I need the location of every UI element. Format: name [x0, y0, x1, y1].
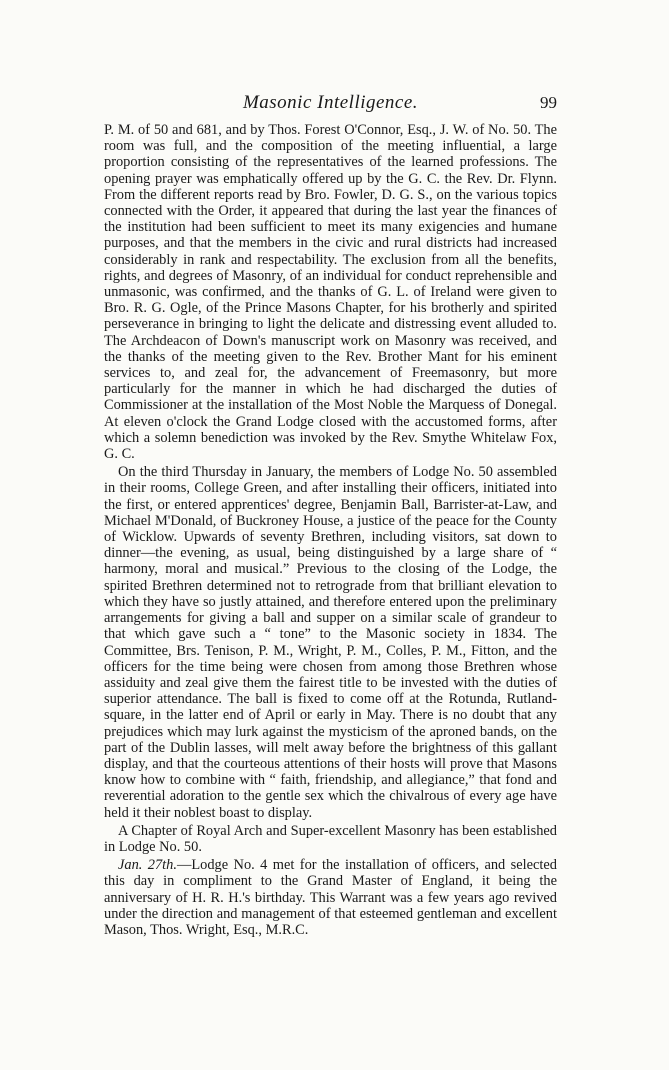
paragraph-lodge-4 [104, 857, 557, 938]
article-body [104, 122, 557, 938]
page-header [104, 92, 557, 122]
journal-page [104, 92, 557, 938]
paragraph-lodge-4-text: —Lodge No. 4 met for the installation of officers, and selected this day in compliment to the Grand Master of England, it being the anniversary of H. R. H.'s birthday. This Warrant was a few years ago revived under the direction and management of that esteemed gentleman and excellent Mason, Thos. Wright, Esq., M.R.C. [104, 857, 557, 938]
page-number: 99 [540, 93, 557, 112]
paragraph-lodge-50: On the third Thursday in January, the members of Lodge No. 50 assembled in their rooms, College Green, and after installing their officers, initiated into the first, or entered apprentices' degree, Benjamin Ball, Barrister-at-Law, and Michael M'Donald, of Buckroney House, a justice of the peace for the County of Wicklow. Upwards of seventy Brethren, including visitors, sat down to dinner—the evening, as usual, being distinguished by a large share of “ harmony, moral and musical.” Previous to the closing of the Lodge, the spirited Brethren determined not to retrograde from that brilliant elevation to which they have so justly attained, and therefore entered upon the preliminary arrangements for giving a ball and supper on a similar scale of grandeur to that which gave such a “ tone” to the Masonic society in 1834. The Committee, Brs. Tenison, P. M., Wright, P. M., Colles, P. M., Fitton, and the officers for the time being were chosen from among those Brethren whose assiduity and zeal give them the fairest title to be invested with the duties of superior attendance. The ball is fixed to come off at the Rotunda, Rutland-square, in the latter end of April or early in May. There is no doubt that any prejudices which may lurk against the mysticism of the aproned bands, on the part of the Dublin lasses, will melt away before the brightness of this gallant display, and that the courteous attentions of their hosts will prove that Masons know how to combine with “ faith, friendship, and allegiance,” that fond and reverential adoration to the gentle sex which the chivalrous of every age have held it their noblest boast to display. [104, 464, 557, 821]
running-title: Masonic Intelligence. [242, 92, 419, 113]
paragraph-grand-lodge: P. M. of 50 and 681, and by Thos. Forest O'Connor, Esq., J. W. of No. 50. The room was full, and the composition of the meeting influential, a large proportion consisting of the representatives of the learned professions. The opening prayer was emphatically offered up by the G. C. the Rev. Dr. Flynn. From the different reports read by Bro. Fowler, D. G. S., on the various topics connected with the Order, it appeared that during the last year the finances of the institution had been sufficient to meet its many exigencies and humane purposes, and that the members in the civic and rural districts had increased considerably in rank and respectability. The exclusion from all the benefits, rights, and degrees of Masonry, of an individual for conduct reprehensible and unmasonic, was confirmed, and the thanks of G. L. of Ireland were given to Bro. R. G. Ogle, of the Prince Masons Chapter, for his brotherly and spirited perseverance in bringing to light the delicate and distressing event alluded to. The Archdeacon of Down's manuscript work on Masonry was received, and the thanks of the meeting given to the Rev. Brother Mant for his eminent services to, and zeal for, the advancement of Freemasonry, but more particularly for the manner in which he had discharged the duties of Commissioner at the installation of the Most Noble the Marquess of Donegal. At eleven o'clock the Grand Lodge closed with the accustomed forms, after which a solemn benediction was invoked by the Rev. Smythe Whitelaw Fox, G. C. [104, 122, 557, 463]
paragraph-date: Jan. 27th. [118, 857, 177, 874]
paragraph-royal-arch: A Chapter of Royal Arch and Super-excellent Masonry has been established in Lodge No. 50. [104, 822, 557, 855]
